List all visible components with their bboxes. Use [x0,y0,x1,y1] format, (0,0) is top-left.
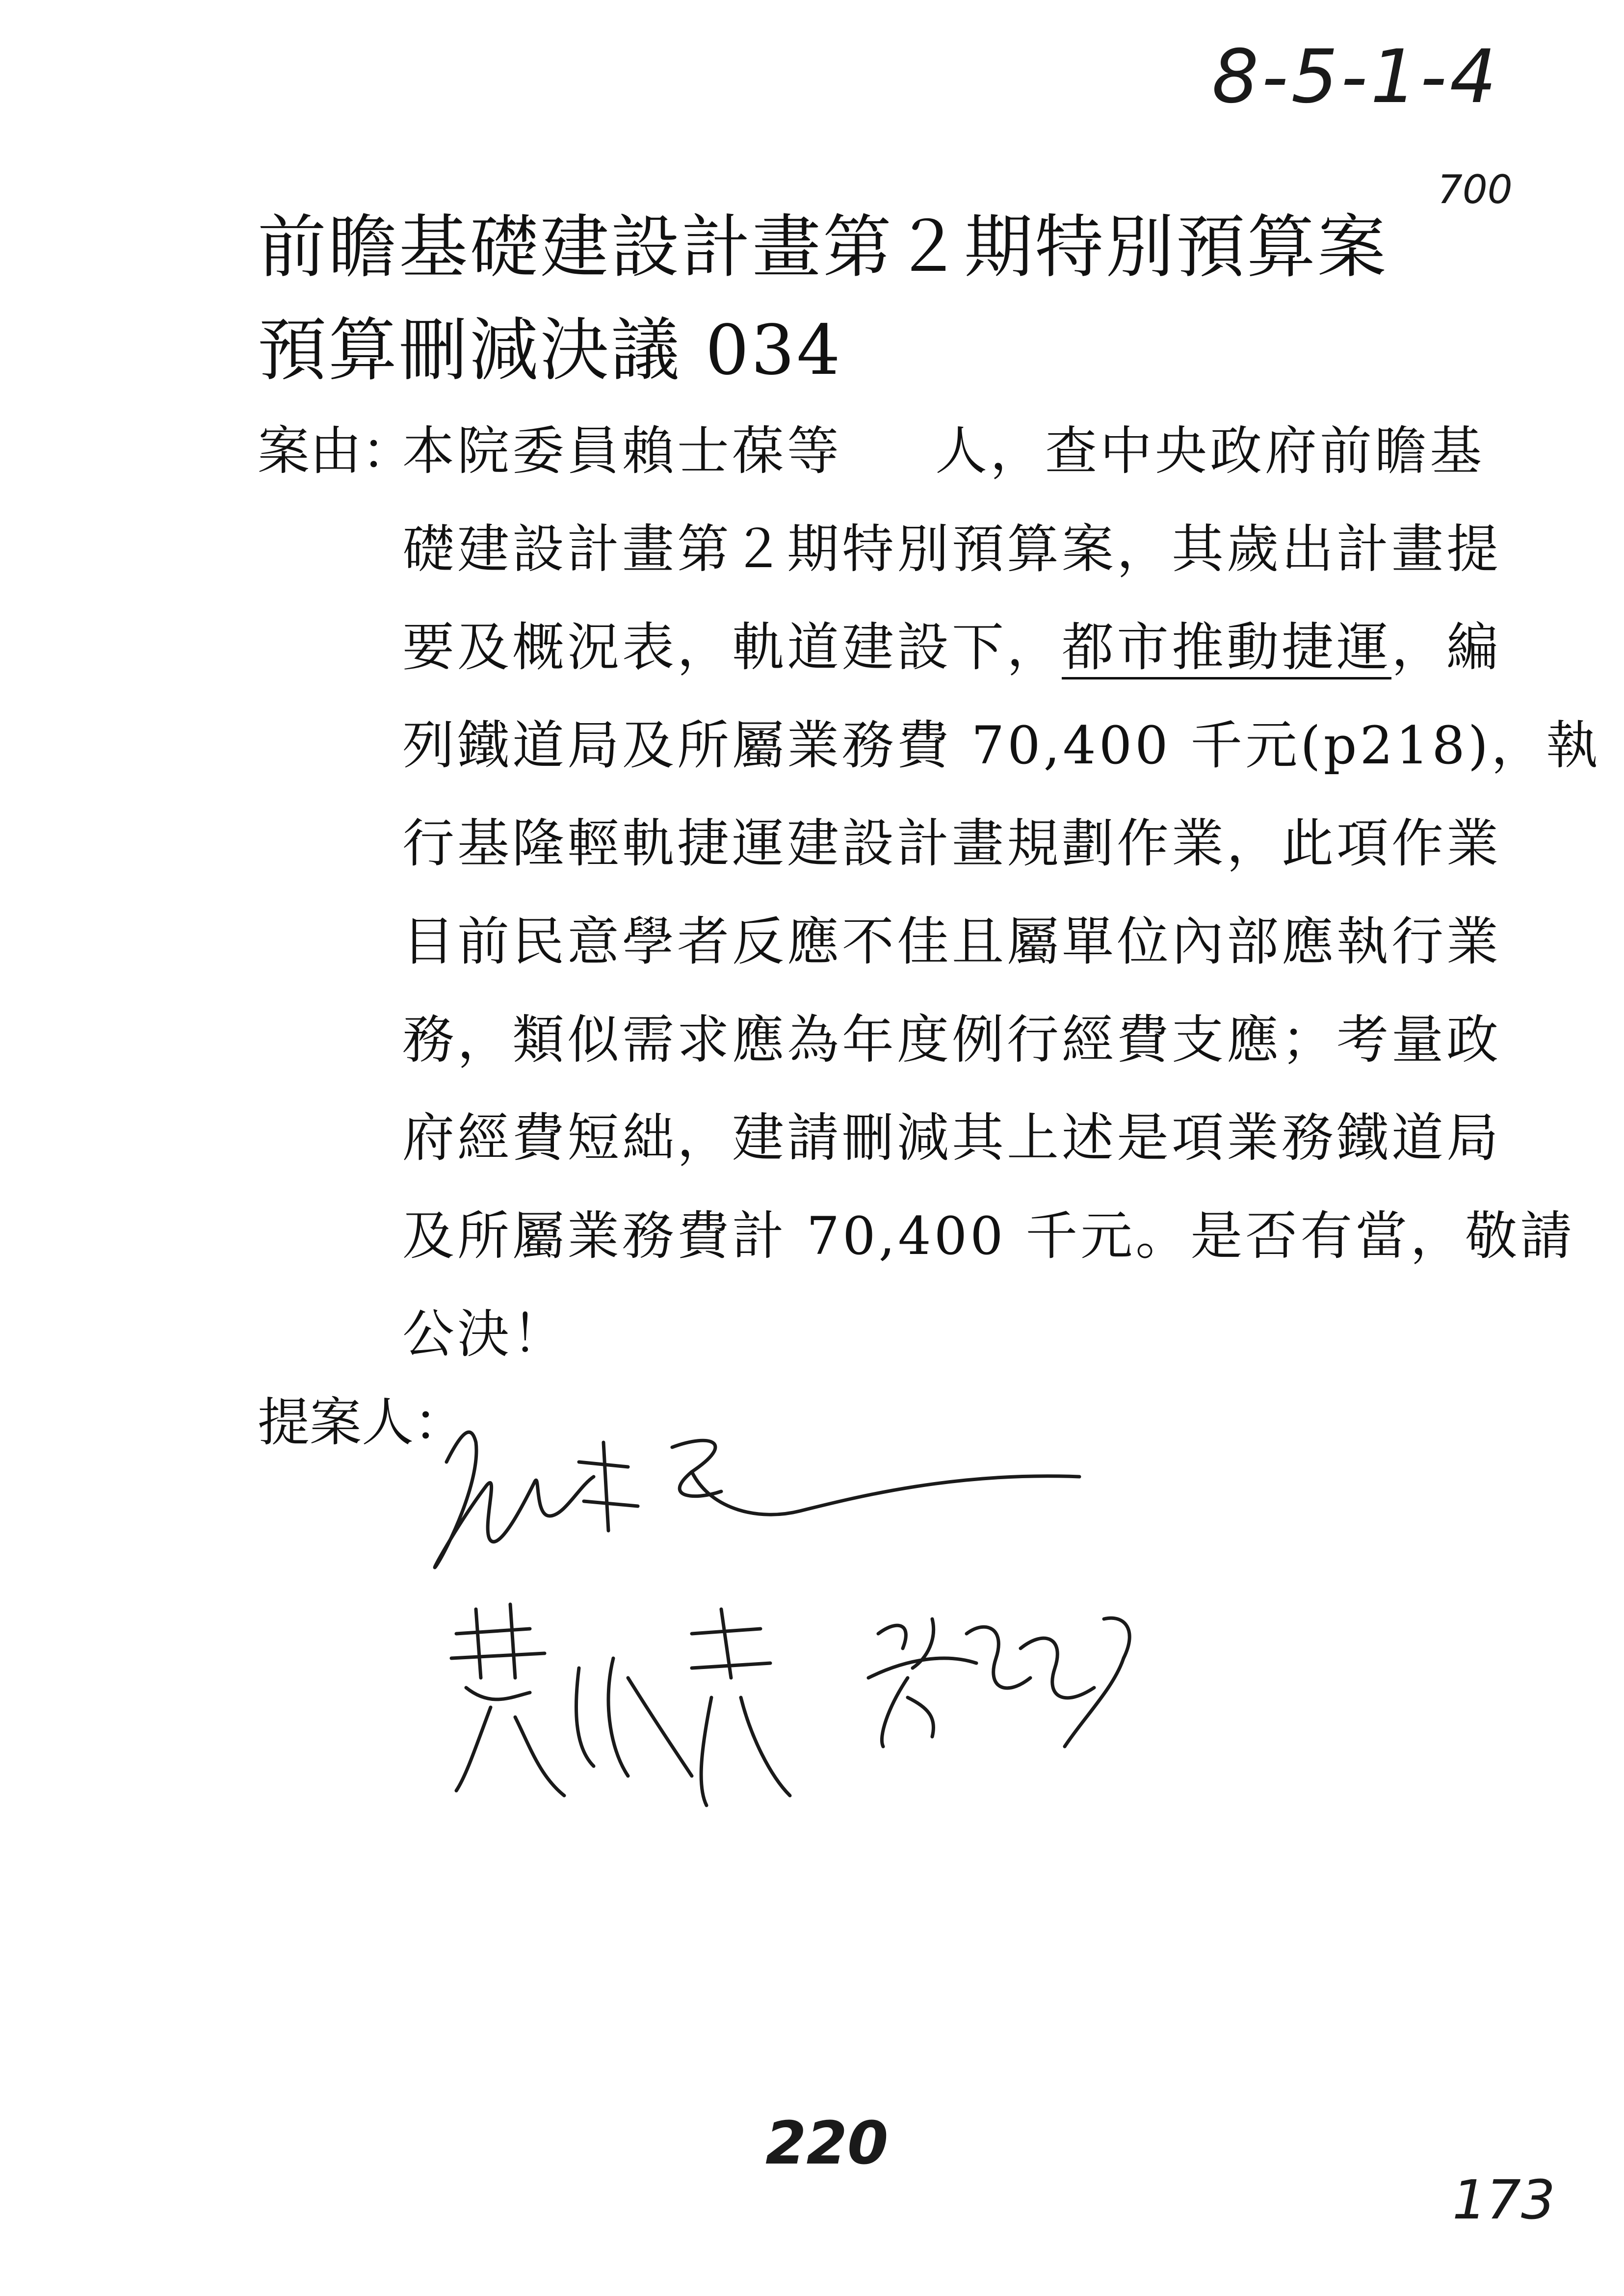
signature-1 [435,1432,1079,1567]
signature-3 [868,1618,1129,1747]
title-line-1: 前瞻基礎建設計畫第２期特別預算案 [258,208,1388,287]
proposer-label: 提案人： [258,1392,466,1453]
page-title [258,196,1388,402]
underlined-phrase: 都市推動捷運 [1062,617,1391,678]
reason-line-1-b: 人，查中央政府前瞻基 [935,421,1485,481]
reason-line-3 [402,599,1501,697]
reason-line-4: 列鐵道局及所屬業務費 70,400 千元(p218)，執 [402,715,1601,776]
margin-note-number: 700 [1438,167,1513,212]
reason-line-3-b: ，編 [1391,617,1501,678]
reason-line-1-a: 本院委員賴士葆等 [402,421,842,481]
reason-label: 案由： [258,421,414,481]
reason-line-8: 府經費短絀，建請刪減其上述是項業務鐵道局 [402,1108,1501,1168]
reason-line-10: 公決！ [402,1304,567,1364]
document-ref-code: 8-5-1-4 [1212,34,1500,120]
reason-line-3-a: 要及概況表，軌道建設下， [402,617,1062,678]
reason-line-9: 及所屬業務費計 70,400 千元。是否有當，敬請 [402,1206,1575,1266]
reason-line-6: 目前民意學者反應不佳且屬單位內部應執行業 [402,912,1501,972]
reason-line-2: 礎建設計畫第２期特別預算案，其歲出計畫提 [402,519,1501,579]
reason-line-1 [402,402,1485,500]
signature-2 [451,1604,790,1805]
reason-body [402,402,1601,1383]
title-line-2: 預算刪減決議 034 [258,311,842,391]
corner-page-number: 173 [1452,2168,1555,2231]
reason-line-7: 務，類似需求應為年度例行經費支應；考量政 [402,1010,1501,1070]
reason-line-5: 行基隆輕軌捷運建設計畫規劃作業，此項作業 [402,813,1501,874]
page-number: 220 [765,2110,889,2178]
handwritten-signatures [417,1403,1300,1869]
